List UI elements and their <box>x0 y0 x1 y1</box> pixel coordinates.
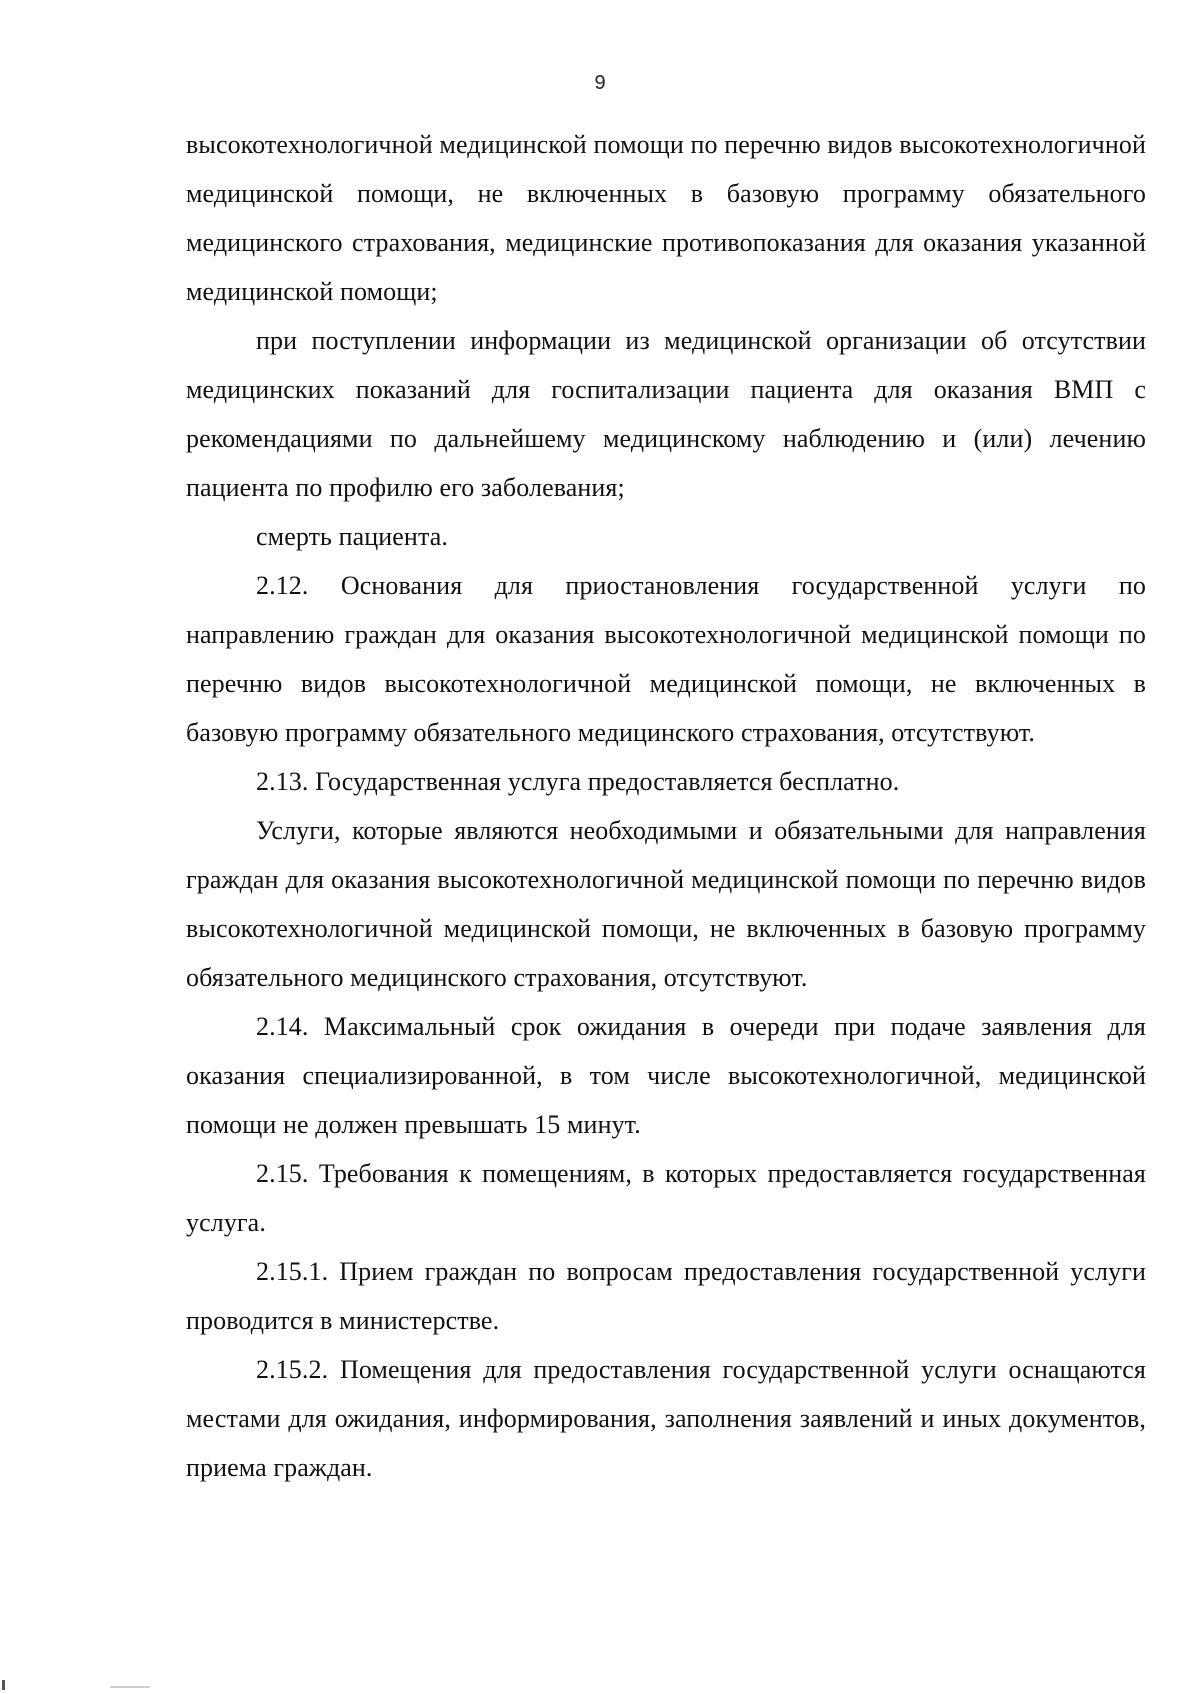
paragraph-2-15-2-premises-equipment: 2.15.2. Помещения для предоставления государственной услуги оснащаются местами для ожидания, информирования, заполнения заявлений и иных документов, приема граждан. <box>186 1355 1146 1482</box>
paragraph-2-15-premises-requirements: 2.15. Требования к помещениям, в которых предоставляется государственная услуга. <box>186 1159 1146 1237</box>
paragraph-no-medical-indications: при поступлении информации из медицинской организации об отсутствии медицинских показаний для госпитализации пациента для оказания ВМП с рекомендациями по дальнейшему медицинскому наблюдению и (или) лечению пациента по профилю его заболевания; <box>186 326 1146 502</box>
paragraph-2-13-free-service: 2.13. Государственная услуга предоставляется бесплатно. <box>256 767 900 796</box>
paragraph-2-14-max-wait-time: 2.14. Максимальный срок ожидания в очереди при подаче заявления для оказания специализированной, в том числе высокотехнологичной, медицинской помощи не должен превышать 15 минут. <box>186 1012 1146 1139</box>
paragraph-2-15-1-citizen-reception: 2.15.1. Прием граждан по вопросам предоставления государственной услуги проводится в министерстве. <box>186 1257 1146 1335</box>
paragraph-contraindications-continued: высокотехнологичной медицинской помощи по перечню видов высокотехнологичной медицинской помощи, не включенных в базовую программу обязательного медицинского страхования, медицинские противопоказания для оказания указанной медицинской помощи; <box>186 130 1146 306</box>
page-number: 9 <box>594 72 606 94</box>
paragraph-patient-death: смерть пациента. <box>256 522 448 551</box>
document-body <box>186 120 1146 1492</box>
scan-edge-mark <box>110 1686 150 1688</box>
paragraph-2-12-suspension-grounds: 2.12. Основания для приостановления государственной услуги по направлению граждан для оказания высокотехнологичной медицинской помощи по перечню видов высокотехнологичной медицинской помощи, не включенных в базовую программу обязательного медицинского страхования, отсутствуют. <box>186 571 1146 747</box>
paragraph-required-services: Услуги, которые являются необходимыми и обязательными для направления граждан для оказания высокотехнологичной медицинской помощи по перечню видов высокотехнологичной медицинской помощи, не включенных в базовую программу обязательного медицинского страхования, отсутствуют. <box>186 816 1146 992</box>
scan-edge-mark <box>2 1680 5 1690</box>
